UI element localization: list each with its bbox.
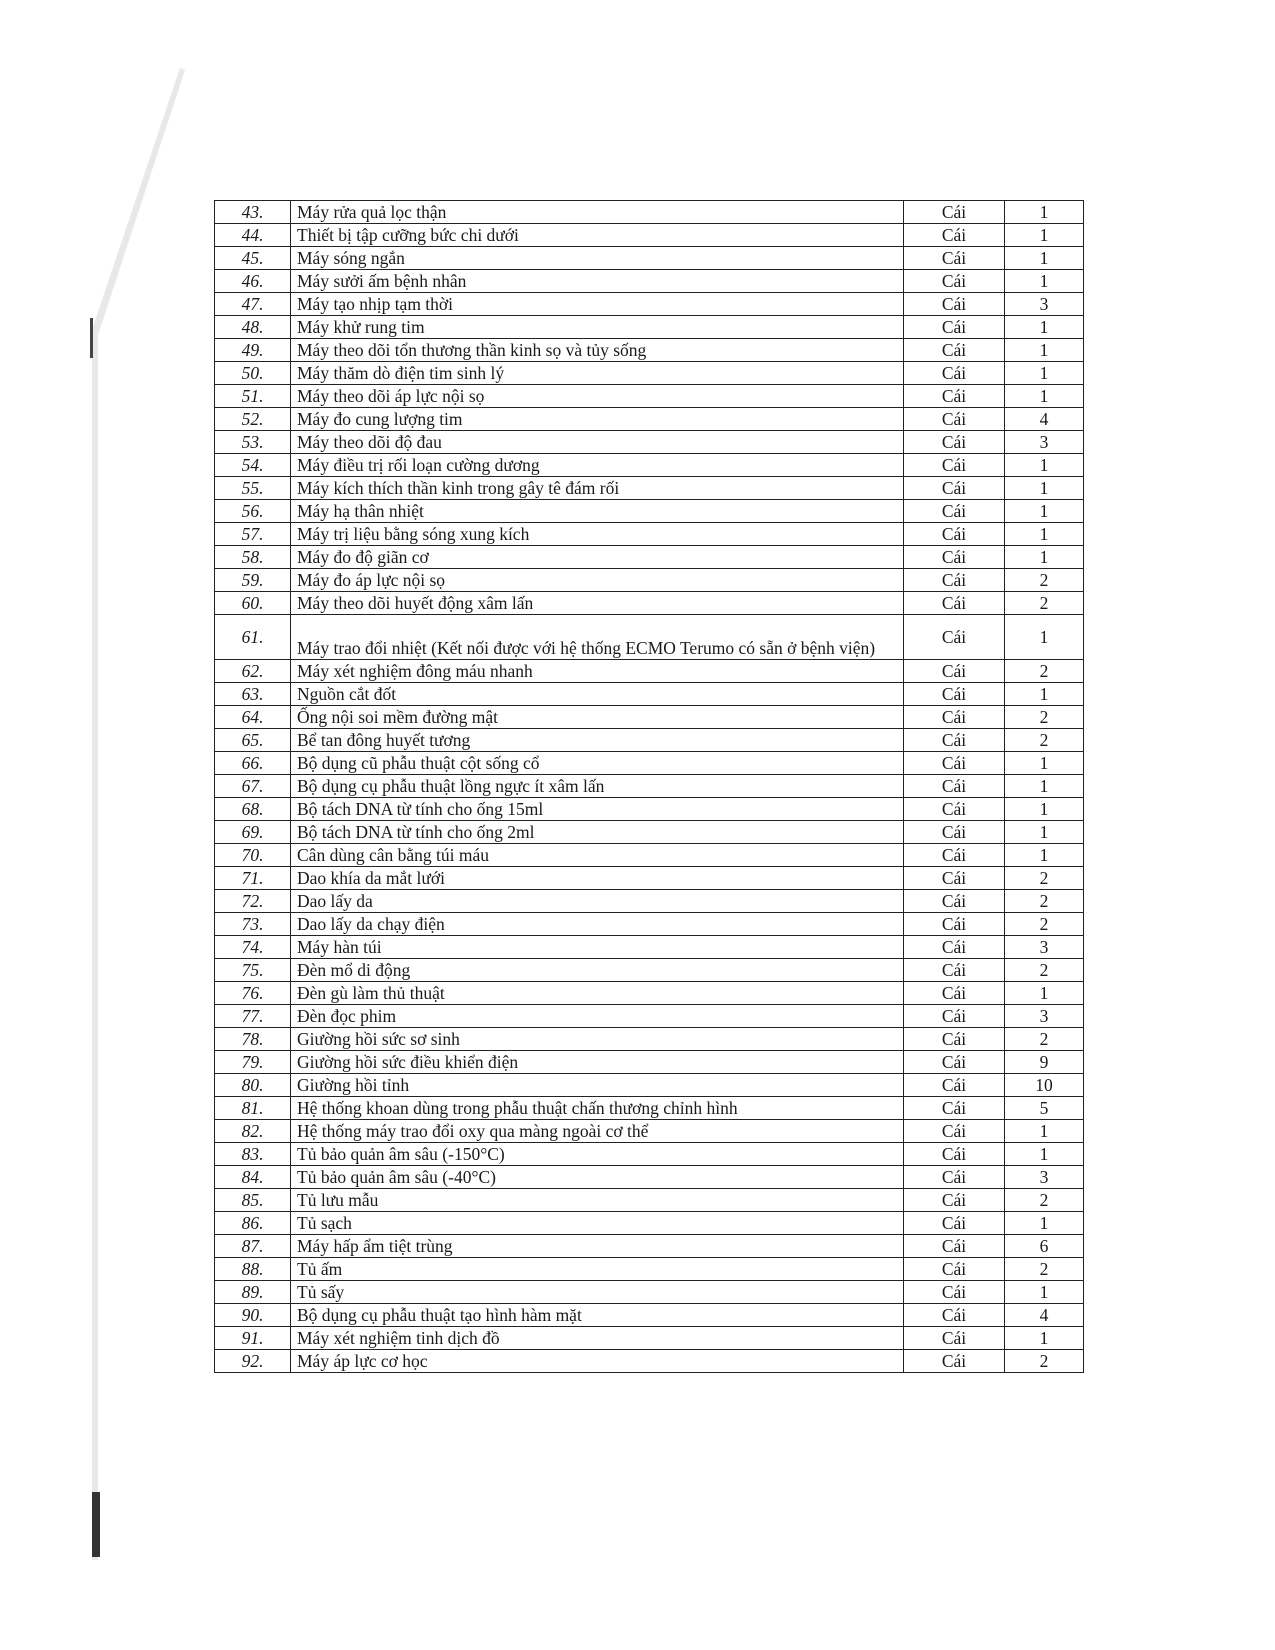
item-unit: Cái: [904, 1189, 1005, 1212]
row-number: 71.: [215, 867, 291, 890]
row-number: 64.: [215, 706, 291, 729]
item-name: Máy hấp ẩm tiệt trùng: [291, 1235, 904, 1258]
table-row: [215, 867, 1084, 890]
row-number: 56.: [215, 500, 291, 523]
row-number: 54.: [215, 454, 291, 477]
item-name: Nguồn cắt đốt: [291, 683, 904, 706]
row-number: 46.: [215, 270, 291, 293]
table-row: [215, 500, 1084, 523]
item-quantity: 1: [1005, 477, 1084, 500]
item-quantity: 1: [1005, 362, 1084, 385]
table-row: [215, 982, 1084, 1005]
item-name: Tủ sạch: [291, 1212, 904, 1235]
item-quantity: 1: [1005, 1120, 1084, 1143]
item-name: Máy rửa quả lọc thận: [291, 201, 904, 224]
item-unit: Cái: [904, 982, 1005, 1005]
item-name: Máy hàn túi: [291, 936, 904, 959]
item-quantity: 1: [1005, 752, 1084, 775]
item-quantity: 4: [1005, 408, 1084, 431]
item-name: Cân dùng cân bằng túi máu: [291, 844, 904, 867]
row-number: 86.: [215, 1212, 291, 1235]
row-number: 92.: [215, 1350, 291, 1373]
equipment-table-body: [215, 201, 1084, 1373]
equipment-table-container: [214, 200, 1084, 1373]
row-number: 78.: [215, 1028, 291, 1051]
table-row: [215, 913, 1084, 936]
table-row: [215, 660, 1084, 683]
item-quantity: 1: [1005, 1143, 1084, 1166]
item-unit: Cái: [904, 270, 1005, 293]
item-unit: Cái: [904, 431, 1005, 454]
row-number: 55.: [215, 477, 291, 500]
item-quantity: 3: [1005, 1005, 1084, 1028]
item-quantity: 5: [1005, 1097, 1084, 1120]
item-name: Máy đo áp lực nội sọ: [291, 569, 904, 592]
item-unit: Cái: [904, 1281, 1005, 1304]
item-unit: Cái: [904, 477, 1005, 500]
table-row: [215, 1143, 1084, 1166]
item-unit: Cái: [904, 775, 1005, 798]
item-quantity: 2: [1005, 1189, 1084, 1212]
table-row: [215, 454, 1084, 477]
row-number: 49.: [215, 339, 291, 362]
row-number: 74.: [215, 936, 291, 959]
item-quantity: 1: [1005, 683, 1084, 706]
row-number: 77.: [215, 1005, 291, 1028]
item-name: Bộ tách DNA từ tính cho ống 2ml: [291, 821, 904, 844]
row-number: 66.: [215, 752, 291, 775]
item-quantity: 1: [1005, 339, 1084, 362]
item-name: Ống nội soi mềm đường mật: [291, 706, 904, 729]
table-row: [215, 339, 1084, 362]
item-unit: Cái: [904, 1143, 1005, 1166]
row-number: 48.: [215, 316, 291, 339]
item-quantity: 3: [1005, 936, 1084, 959]
item-unit: Cái: [904, 1327, 1005, 1350]
item-name: Đèn mổ di động: [291, 959, 904, 982]
item-unit: Cái: [904, 1212, 1005, 1235]
row-number: 87.: [215, 1235, 291, 1258]
item-unit: Cái: [904, 752, 1005, 775]
item-unit: Cái: [904, 1304, 1005, 1327]
item-name: Máy theo dõi độ đau: [291, 431, 904, 454]
row-number: 73.: [215, 913, 291, 936]
row-number: 51.: [215, 385, 291, 408]
item-quantity: 1: [1005, 615, 1084, 660]
table-row: [215, 821, 1084, 844]
item-quantity: 4: [1005, 1304, 1084, 1327]
item-quantity: 1: [1005, 224, 1084, 247]
item-unit: Cái: [904, 316, 1005, 339]
item-name: Máy theo dõi áp lực nội sọ: [291, 385, 904, 408]
table-row: [215, 729, 1084, 752]
table-row: [215, 752, 1084, 775]
table-row: [215, 775, 1084, 798]
table-row: [215, 1189, 1084, 1212]
item-name: Bộ tách DNA từ tính cho ống 15ml: [291, 798, 904, 821]
item-unit: Cái: [904, 454, 1005, 477]
table-row: [215, 1074, 1084, 1097]
row-number: 60.: [215, 592, 291, 615]
table-row: [215, 247, 1084, 270]
item-quantity: 3: [1005, 1166, 1084, 1189]
item-quantity: 2: [1005, 660, 1084, 683]
item-unit: Cái: [904, 523, 1005, 546]
table-row: [215, 431, 1084, 454]
row-number: 43.: [215, 201, 291, 224]
item-quantity: 1: [1005, 270, 1084, 293]
table-row: [215, 683, 1084, 706]
item-unit: Cái: [904, 913, 1005, 936]
row-number: 65.: [215, 729, 291, 752]
item-unit: Cái: [904, 339, 1005, 362]
item-quantity: 9: [1005, 1051, 1084, 1074]
item-unit: Cái: [904, 1166, 1005, 1189]
table-row: [215, 1005, 1084, 1028]
table-row: [215, 592, 1084, 615]
item-name: Máy đo cung lượng tim: [291, 408, 904, 431]
row-number: 57.: [215, 523, 291, 546]
item-name: Giường hồi sức sơ sinh: [291, 1028, 904, 1051]
table-row: [215, 1028, 1084, 1051]
equipment-table: [214, 200, 1084, 1373]
table-row: [215, 546, 1084, 569]
row-number: 91.: [215, 1327, 291, 1350]
item-name: Dao lấy da chạy điện: [291, 913, 904, 936]
table-row: [215, 1304, 1084, 1327]
table-row: [215, 1258, 1084, 1281]
row-number: 90.: [215, 1304, 291, 1327]
item-unit: Cái: [904, 1028, 1005, 1051]
row-number: 53.: [215, 431, 291, 454]
item-quantity: 2: [1005, 1258, 1084, 1281]
row-number: 84.: [215, 1166, 291, 1189]
item-unit: Cái: [904, 201, 1005, 224]
table-row: [215, 798, 1084, 821]
table-row: [215, 1097, 1084, 1120]
item-unit: Cái: [904, 706, 1005, 729]
row-number: 82.: [215, 1120, 291, 1143]
item-name: Bộ dụng cụ phẫu thuật lồng ngực ít xâm lấn: [291, 775, 904, 798]
item-unit: Cái: [904, 247, 1005, 270]
table-row: [215, 316, 1084, 339]
item-unit: Cái: [904, 936, 1005, 959]
table-row: [215, 959, 1084, 982]
item-quantity: 1: [1005, 546, 1084, 569]
item-quantity: 2: [1005, 1028, 1084, 1051]
item-name: Tủ lưu mẫu: [291, 1189, 904, 1212]
item-unit: Cái: [904, 224, 1005, 247]
table-row: [215, 844, 1084, 867]
item-quantity: 1: [1005, 316, 1084, 339]
row-number: 47.: [215, 293, 291, 316]
row-number: 50.: [215, 362, 291, 385]
item-name: Hệ thống khoan dùng trong phẫu thuật chấn thương chỉnh hình: [291, 1097, 904, 1120]
table-row: [215, 1327, 1084, 1350]
item-name: Bộ dụng cụ phẫu thuật tạo hình hàm mặt: [291, 1304, 904, 1327]
row-number: 89.: [215, 1281, 291, 1304]
item-quantity: 1: [1005, 201, 1084, 224]
item-name: Máy sóng ngắn: [291, 247, 904, 270]
row-number: 58.: [215, 546, 291, 569]
item-unit: Cái: [904, 293, 1005, 316]
item-name: Máy đo độ giãn cơ: [291, 546, 904, 569]
item-unit: Cái: [904, 592, 1005, 615]
item-unit: Cái: [904, 546, 1005, 569]
table-row: [215, 1120, 1084, 1143]
row-number: 75.: [215, 959, 291, 982]
row-number: 62.: [215, 660, 291, 683]
table-row: [215, 270, 1084, 293]
item-quantity: 1: [1005, 385, 1084, 408]
item-name: Đèn gù làm thủ thuật: [291, 982, 904, 1005]
item-quantity: 6: [1005, 1235, 1084, 1258]
item-name: Máy theo dõi tổn thương thần kinh sọ và tủy sống: [291, 339, 904, 362]
row-number: 63.: [215, 683, 291, 706]
item-name: Hệ thống máy trao đổi oxy qua màng ngoài cơ thể: [291, 1120, 904, 1143]
table-row: [215, 1350, 1084, 1373]
table-row: [215, 224, 1084, 247]
item-unit: Cái: [904, 729, 1005, 752]
item-unit: Cái: [904, 1120, 1005, 1143]
item-name: Máy xét nghiệm đông máu nhanh: [291, 660, 904, 683]
item-quantity: 2: [1005, 569, 1084, 592]
item-name: Máy theo dõi huyết động xâm lấn: [291, 592, 904, 615]
row-number: 72.: [215, 890, 291, 913]
item-quantity: 2: [1005, 890, 1084, 913]
table-row: [215, 362, 1084, 385]
item-quantity: 1: [1005, 247, 1084, 270]
row-number: 61.: [215, 615, 291, 660]
item-name: Tủ bảo quản âm sâu (-150°C): [291, 1143, 904, 1166]
item-quantity: 1: [1005, 454, 1084, 477]
item-name: Bộ dụng cũ phẫu thuật cột sống cổ: [291, 752, 904, 775]
item-unit: Cái: [904, 683, 1005, 706]
table-row: [215, 1235, 1084, 1258]
item-name: Bể tan đông huyết tương: [291, 729, 904, 752]
table-row: [215, 293, 1084, 316]
item-quantity: 1: [1005, 844, 1084, 867]
item-quantity: 1: [1005, 500, 1084, 523]
item-unit: Cái: [904, 798, 1005, 821]
table-row: [215, 706, 1084, 729]
table-row: [215, 385, 1084, 408]
item-quantity: 1: [1005, 775, 1084, 798]
item-unit: Cái: [904, 1097, 1005, 1120]
item-quantity: 2: [1005, 729, 1084, 752]
item-unit: Cái: [904, 385, 1005, 408]
table-row: [215, 890, 1084, 913]
item-unit: Cái: [904, 1235, 1005, 1258]
table-row: [215, 569, 1084, 592]
item-name: Máy trị liệu bằng sóng xung kích: [291, 523, 904, 546]
row-number: 80.: [215, 1074, 291, 1097]
item-quantity: 1: [1005, 523, 1084, 546]
item-unit: Cái: [904, 1005, 1005, 1028]
table-row: [215, 615, 1084, 660]
item-unit: Cái: [904, 362, 1005, 385]
item-name: Dao khía da mắt lưới: [291, 867, 904, 890]
table-row: [215, 1166, 1084, 1189]
row-number: 45.: [215, 247, 291, 270]
item-quantity: 10: [1005, 1074, 1084, 1097]
item-unit: Cái: [904, 660, 1005, 683]
table-row: [215, 523, 1084, 546]
item-name: Dao lấy da: [291, 890, 904, 913]
item-unit: Cái: [904, 890, 1005, 913]
item-unit: Cái: [904, 959, 1005, 982]
item-name: Tủ bảo quản âm sâu (-40°C): [291, 1166, 904, 1189]
item-quantity: 1: [1005, 1281, 1084, 1304]
item-name: Máy khử rung tim: [291, 316, 904, 339]
row-number: 70.: [215, 844, 291, 867]
item-name: Máy xét nghiệm tinh dịch đồ: [291, 1327, 904, 1350]
row-number: 69.: [215, 821, 291, 844]
item-quantity: 3: [1005, 293, 1084, 316]
row-number: 85.: [215, 1189, 291, 1212]
item-unit: Cái: [904, 615, 1005, 660]
item-unit: Cái: [904, 1350, 1005, 1373]
item-unit: Cái: [904, 867, 1005, 890]
item-quantity: 1: [1005, 1327, 1084, 1350]
item-unit: Cái: [904, 844, 1005, 867]
item-quantity: 2: [1005, 592, 1084, 615]
item-name: Máy điều trị rối loạn cường dương: [291, 454, 904, 477]
item-quantity: 2: [1005, 959, 1084, 982]
item-quantity: 3: [1005, 431, 1084, 454]
item-name: Máy thăm dò điện tim sinh lý: [291, 362, 904, 385]
item-quantity: 2: [1005, 913, 1084, 936]
item-name: Máy kích thích thần kinh trong gây tê đám rối: [291, 477, 904, 500]
table-row: [215, 201, 1084, 224]
item-quantity: 1: [1005, 982, 1084, 1005]
item-name: Máy tạo nhịp tạm thời: [291, 293, 904, 316]
item-unit: Cái: [904, 1258, 1005, 1281]
row-number: 44.: [215, 224, 291, 247]
row-number: 79.: [215, 1051, 291, 1074]
item-name: Thiết bị tập cưỡng bức chi dưới: [291, 224, 904, 247]
item-unit: Cái: [904, 1051, 1005, 1074]
row-number: 52.: [215, 408, 291, 431]
row-number: 76.: [215, 982, 291, 1005]
item-quantity: 2: [1005, 867, 1084, 890]
item-name: Giường hồi tỉnh: [291, 1074, 904, 1097]
item-name: Máy hạ thân nhiệt: [291, 500, 904, 523]
table-row: [215, 1281, 1084, 1304]
item-quantity: 1: [1005, 1212, 1084, 1235]
item-unit: Cái: [904, 569, 1005, 592]
item-name: Đèn đọc phim: [291, 1005, 904, 1028]
item-quantity: 2: [1005, 706, 1084, 729]
row-number: 68.: [215, 798, 291, 821]
item-unit: Cái: [904, 1074, 1005, 1097]
table-row: [215, 408, 1084, 431]
item-name: Máy trao đổi nhiệt (Kết nối được với hệ thống ECMO Terumo có sẵn ở bệnh viện): [291, 615, 904, 660]
item-unit: Cái: [904, 821, 1005, 844]
row-number: 83.: [215, 1143, 291, 1166]
row-number: 88.: [215, 1258, 291, 1281]
table-row: [215, 1212, 1084, 1235]
row-number: 59.: [215, 569, 291, 592]
item-name: Giường hồi sức điều khiển điện: [291, 1051, 904, 1074]
item-name: Tủ sấy: [291, 1281, 904, 1304]
item-name: Tủ ấm: [291, 1258, 904, 1281]
table-row: [215, 477, 1084, 500]
item-name: Máy sưởi ấm bệnh nhân: [291, 270, 904, 293]
table-row: [215, 936, 1084, 959]
row-number: 81.: [215, 1097, 291, 1120]
item-quantity: 1: [1005, 798, 1084, 821]
table-row: [215, 1051, 1084, 1074]
item-unit: Cái: [904, 408, 1005, 431]
item-quantity: 1: [1005, 821, 1084, 844]
item-unit: Cái: [904, 500, 1005, 523]
item-quantity: 2: [1005, 1350, 1084, 1373]
item-name: Máy áp lực cơ học: [291, 1350, 904, 1373]
row-number: 67.: [215, 775, 291, 798]
